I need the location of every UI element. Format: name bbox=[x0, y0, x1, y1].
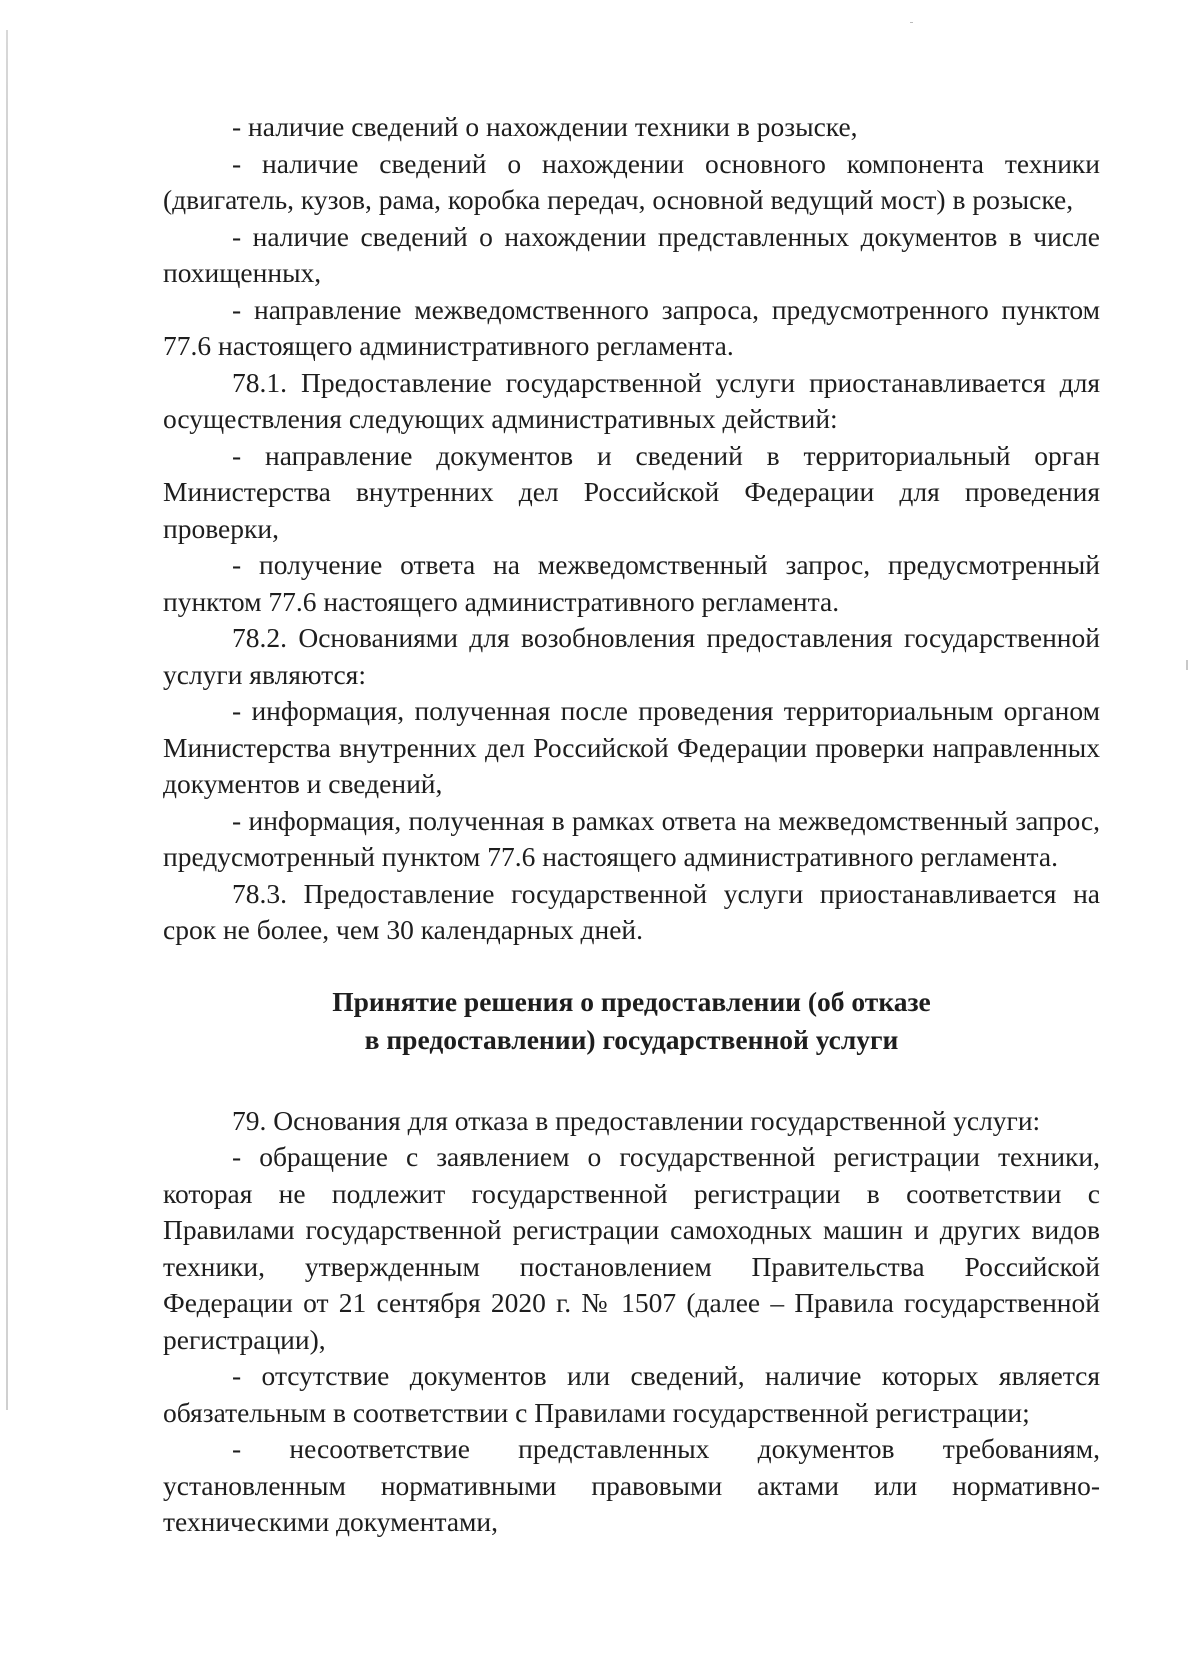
paragraph-78-1: 78.1. Предоставление государственной услуги приостанавливается для осуществления следующих административных действий: bbox=[163, 366, 1100, 434]
paragraph: - получение ответа на межведомственный запрос, предусмотренный пунктом 77.6 настоящего административного регламента. bbox=[163, 549, 1100, 617]
section-heading bbox=[163, 983, 1100, 1059]
scan-speck bbox=[1186, 660, 1188, 670]
paragraph: - информация, полученная в рамках ответа на межведомственный запрос, предусмотренный пунктом 77.6 настоящего административного регламента. bbox=[163, 804, 1100, 872]
paragraph: - направление документов и сведений в территориальный орган Министерства внутренних дел Российской Федерации для проведения проверки, bbox=[163, 439, 1100, 544]
scan-edge-artifact bbox=[6, 30, 8, 1410]
paragraph: - наличие сведений о нахождении представленных документов в числе похищенных, bbox=[163, 220, 1100, 288]
paragraph: - отсутствие документов или сведений, наличие которых является обязательным в соответствии с Правилами государственной регистрации; bbox=[163, 1360, 1100, 1428]
section-heading-line-1: Принятие решения о предоставлении (об отказе bbox=[332, 985, 931, 1017]
paragraph: - наличие сведений о нахождении техники в розыске, bbox=[232, 111, 858, 142]
paragraph-78-2: 78.2. Основаниями для возобновления предоставления государственной услуги являются: bbox=[163, 622, 1100, 690]
section-heading-line-2: в предоставлении) государственной услуги bbox=[364, 1023, 899, 1055]
paragraph: - несоответствие представленных документов требованиям, установленным нормативными правовыми актами или нормативно-техническими документами, bbox=[163, 1433, 1100, 1537]
paragraph: - информация, полученная после проведения территориальным органом Министерства внутренних дел Российской Федерации проверки направленных документов и сведений, bbox=[163, 695, 1100, 799]
scan-speck bbox=[910, 22, 913, 23]
paragraph: - направление межведомственного запроса, предусмотренного пунктом 77.6 настоящего административного регламента. bbox=[163, 293, 1100, 361]
document-page bbox=[163, 109, 1100, 1541]
paragraph: - обращение с заявлением о государственной регистрации техники, которая не подлежит государственной регистрации в соответствии с Правилами государственной регистрации самоходных машин и других видов техники, утвержденным постановлением Правительства Российской Федерации от 21 сентября 2020 г. № 1507 (далее – Правила государственной регистрации), bbox=[163, 1141, 1100, 1355]
paragraph-78-3: 78.3. Предоставление государственной услуги приостанавливается на срок не более, чем 30 календарных дней. bbox=[163, 877, 1100, 945]
paragraph: - наличие сведений о нахождении основного компонента техники (двигатель, кузов, рама, коробка передач, основной ведущий мост) в розыске, bbox=[163, 147, 1100, 215]
paragraph-79: 79. Основания для отказа в предоставлении государственной услуги: bbox=[232, 1104, 1041, 1136]
